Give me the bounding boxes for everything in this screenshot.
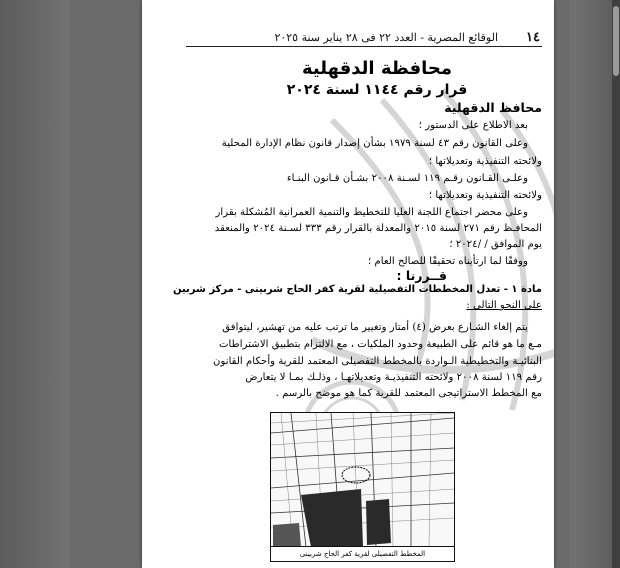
header-text: الوقائع المصرية - العدد ٢٢ فى ٢٨ يناير سنة ٢٠٢٥ (274, 31, 498, 44)
decree-title: قرار رقم ١١٤٤ لسنة ٢٠٢٤ (286, 82, 468, 98)
preamble-line: وعلى محضر اجتماع اللجنة العليا للتخطيط والتنمية العمرانية المُشكلة بقرار (215, 207, 528, 218)
map-caption: المخطط التفصيلى لقرية كفر الحاج شربينى (271, 546, 454, 561)
preamble-line: ولائحته التنفيذية وتعديلاتها ؛ (428, 190, 542, 201)
article-line: يتم إلغاء الشـارع بعرض (٤) أمتار وتغيير ما ترتب عليه من تهشير، ليتوافق (222, 322, 528, 333)
article-heading-cont: على النحو التالى : (466, 300, 542, 311)
article-line: رقم ١١٩ لسنة ٢٠٠٨ ولائحته التنفيذيـة وتعديلاتهـا ، وذلـك بمـا لا يتعارض (245, 372, 542, 383)
vertical-scrollbar[interactable] (612, 0, 620, 568)
preamble-line: وعلى القانون رقم ٤٣ لسنة ١٩٧٩ بشأن إصدار قانون نظام الإدارة المحلية (221, 138, 528, 149)
article-line: البنائيـة والتخطيطية الـواردة بالمخطط التفصيلى المعتمد للقرية وأحكام القانون (212, 356, 542, 367)
preamble-line: يوم الموافق / /٢٠٢٤ ؛ (449, 239, 542, 250)
scrollbar-thumb[interactable] (613, 6, 619, 76)
document-page (142, 0, 554, 568)
preamble-line: وعلـى القـانون رقـم ١١٩ لسـنة ٢٠٠٨ بشـأن قـانون البنـاء (286, 173, 528, 184)
page-number: ١٤ (526, 30, 540, 45)
issuer-heading: محافظ الدقهلية (444, 100, 542, 115)
preamble-line: المحافـظ رقم ٢٧١ لسنة ٢٠١٥ والمعدلة بالقرار رقم ٣٣٣ لسـنة ٢٠٢٤ والمنعقد (214, 223, 542, 234)
preamble-line: بعد الاطلاع على الدستور ؛ (418, 120, 528, 131)
page-header (186, 30, 542, 47)
village-map (270, 412, 455, 562)
governorate-title: محافظة الدقهلية (302, 58, 452, 79)
preamble-line: ولائحته التنفيذية وتعديلاتها ؛ (428, 156, 542, 167)
viewer-left-margin (0, 0, 70, 568)
preamble-line: ووفقًا لما ارتأيناه تحقيقًا للصالح العام ؛ (367, 256, 528, 267)
article-line: مع المخطط الاستراتيجى المعتمد للقرية كما هو موضح بالرسم . (275, 388, 542, 399)
map-drawing-icon (271, 413, 454, 547)
decided-label: قــررنا : (396, 268, 447, 283)
article-line: مـع ما هو قائم على الطبيعة وحدود الملكيات ، مع الالتزام بتطبيق الاشتراطات (218, 339, 542, 350)
article-heading: مادة ١ - تعدل المخططات التفصيلية لقرية كفر الحاج شربينى - مركز شربين (172, 284, 542, 295)
